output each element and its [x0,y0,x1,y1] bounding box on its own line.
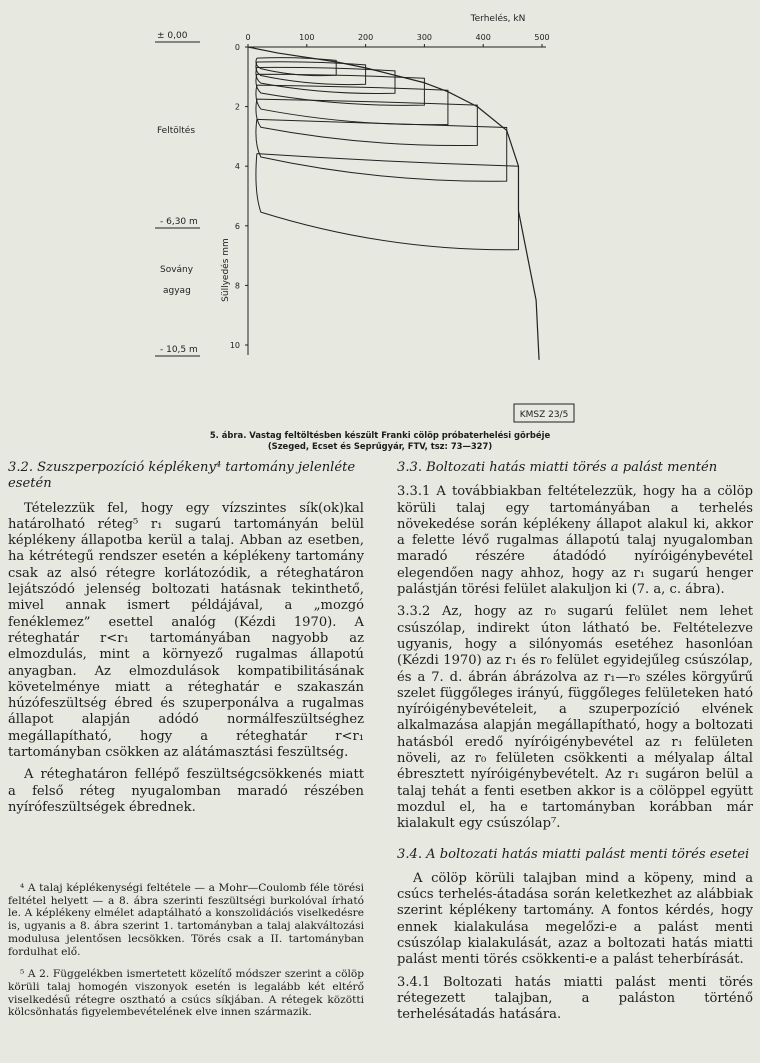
level-bottom-label: - 10,5 m [160,345,198,355]
y-axis-title: Süllyedés mm [221,238,231,302]
y-tick-label: 6 [234,221,240,231]
x-axis-title: Terhelés, kN [470,14,526,24]
load-cycle-loop [256,67,395,93]
caption-line-2: (Szeged, Ecset és Seprűgyár, FTV, tsz: 73—327) [267,441,493,451]
section-heading-3-3: 3.3. Boltozati hatás miatti törés a palást mentén [397,460,718,475]
envelope-curve [248,47,539,360]
load-cycle-loop [256,119,507,181]
x-tick-label: 400 [475,33,491,42]
x-tick-label: 300 [416,33,433,42]
load-settlement-chart [0,0,760,430]
caption-line-1: 5. ábra. Vastag feltöltésben készült Franki cölöp próbaterhelési görbéje [209,430,551,440]
left-column [8,460,364,822]
footnote-4: ⁴ A talaj képlékenységi feltétele — a Mohr—Coulomb féle törési feltétel helyett — a 8. ábra szerinti feszültségi burkolóval írható le. A képlékeny elmélet adaptálható a konszolidációs viselkedésre is, ugyanis a 8. ábra szerint 1. tartományban a talaj alakváltozási modulusa jelentősen lecsökken. Törés csak a II. tartományban fordulhat elő. [8,882,364,958]
section-heading-3-2: 3.2. Szuszperpozíció képlékeny⁴ tartomány jelenléte esetén [8,460,356,492]
section-heading-3-4: 3.4. A boltozati hatás miatti palást menti törés esetei [397,846,750,862]
y-tick-label: 10 [229,341,240,350]
paragraph: A réteghatáron fellépő feszültségcsökkenés miatt a felső réteg nyugalomban maradó részében nyírófeszültségek ébrednek. [8,767,364,815]
stamp-label: KMSZ 23/5 [519,410,569,420]
x-tick-label: 500 [534,33,550,42]
level-top-label: ± 0,00 [157,31,188,41]
y-tick-label: 4 [234,162,240,172]
lean-label: Sovány [160,265,194,275]
footnotes [8,882,364,1029]
load-cycle-loop [256,62,366,85]
paragraph: Tételezzük fel, hogy egy vízszintes sík(ok)kal határolható réteg⁵ r₁ sugarú tartományán belül képlékeny állapotba kerül a talaj. Abban az esetben, ha kétrétegű rendszer esetén a képlékeny tartomány csak az alsó rétegre korlátozódik, a réteghatáron lejátszódó jelenség boltozati hatásnak tekinthető, mivel annak ismert példájával, a „mozgó fenéklemez” esettel analóg (Kézdi 1970). A réteghatár r<r₁ tartományában nagyobb az elmozdulás, mint a környező rugalmas állapotú anyagban. Az elmozdulások kompatibilitásának követelménye miatt a réteghatár e szakaszán húzófeszültség ébred és szuperponálva a rugalmas állapot alapján adódó normálfeszültséghez megállapítható, hogy a réteghatár r<r₁ tartományban csökken az alátámasztási feszültség. [8,500,364,761]
y-tick-label: 8 [234,281,240,291]
x-tick-label: 100 [299,33,315,42]
paragraph: 3.3.1 A továbbiakban feltételezzük, hogy ha a cölöp körüli talaj egy tartományában a terhelés növekedése során képlékeny állapot alakul ki, akkor a felette lévő rugalmas állapotú talaj nyugalomban maradó részére átadódó nyíróigénybevétel elegendően nagy ahhoz, hogy az r₁ sugarú henger palástján törési felület alakuljon ki (7. a, c. ábra). [397,484,753,598]
paragraph: 3.4.1 Boltozati hatás miatti palást menti törés rétegezett talajban, a paláston történő terhelésátadás hatására. [397,974,753,1023]
y-tick-label: 2 [234,102,240,112]
level-2-label: - 6,30 m [160,217,198,227]
x-tick-label: 0 [245,33,251,42]
clay-label: agyag [163,286,191,296]
figure [0,0,760,430]
paragraph: A cölöp körüli talajban mind a köpeny, mind a csúcs terhelés-átadása során keletkezhet az alábbiak szerint képlékeny tartomány. A fontos kérdés, hogy ennek kialakulása megelőzi-e a palást menti csúszólap kialakulását, azaz a boltozati hatás miatti palást menti törés csökkenti-e a palást teherbírását. [397,870,753,968]
load-cycle-loop [256,154,519,250]
y-tick-label: 0 [234,43,240,52]
footnote-5: ⁵ A 2. Függelékben ismertetett közelítő módszer szerint a cölöp körüli talaj homogén viszonyok esetén is legalább két eltérő viselkedésű rétegre osztható a csúcs síkjában. A rétegek közötti kölcsönhatás figyelembevételének elve innen származik. [8,968,364,1019]
fill-label: Feltöltés [157,126,196,136]
paragraph: 3.3.2 Az, hogy az r₀ sugarú felület nem lehet csúszólap, indirekt úton látható be. Feltételezve ugyanis, hogy a silónyomás esetéhez hasonlóan (Kézdi 1970) az r₁ és r₀ felület egyidejűleg csúszólap, és a 7. d. ábrán ábrázolva az r₁—r₀ széles körgyűrű szelet függőleges irányú, függőleges felületeken ható nyíróigénybevételeit, a szuperpozíció elvének alkalmazása alapján megállapítható, hogy a boltozati hatásból eredő nyíróigénybevétel az r₁ felületen növeli, az r₀ felületen csökkenti a mélyalap által ébresztett nyíróigénybevételt. Az r₁ sugáron belül a talaj tehát a fenti esetben akkor is a cölöppel együtt mozdul el, ha e tartományban korábban már kialakult egy csúszólap⁷. [397,604,753,832]
x-tick-label: 200 [357,33,374,42]
figure-caption [60,430,700,452]
right-column [397,460,753,1030]
